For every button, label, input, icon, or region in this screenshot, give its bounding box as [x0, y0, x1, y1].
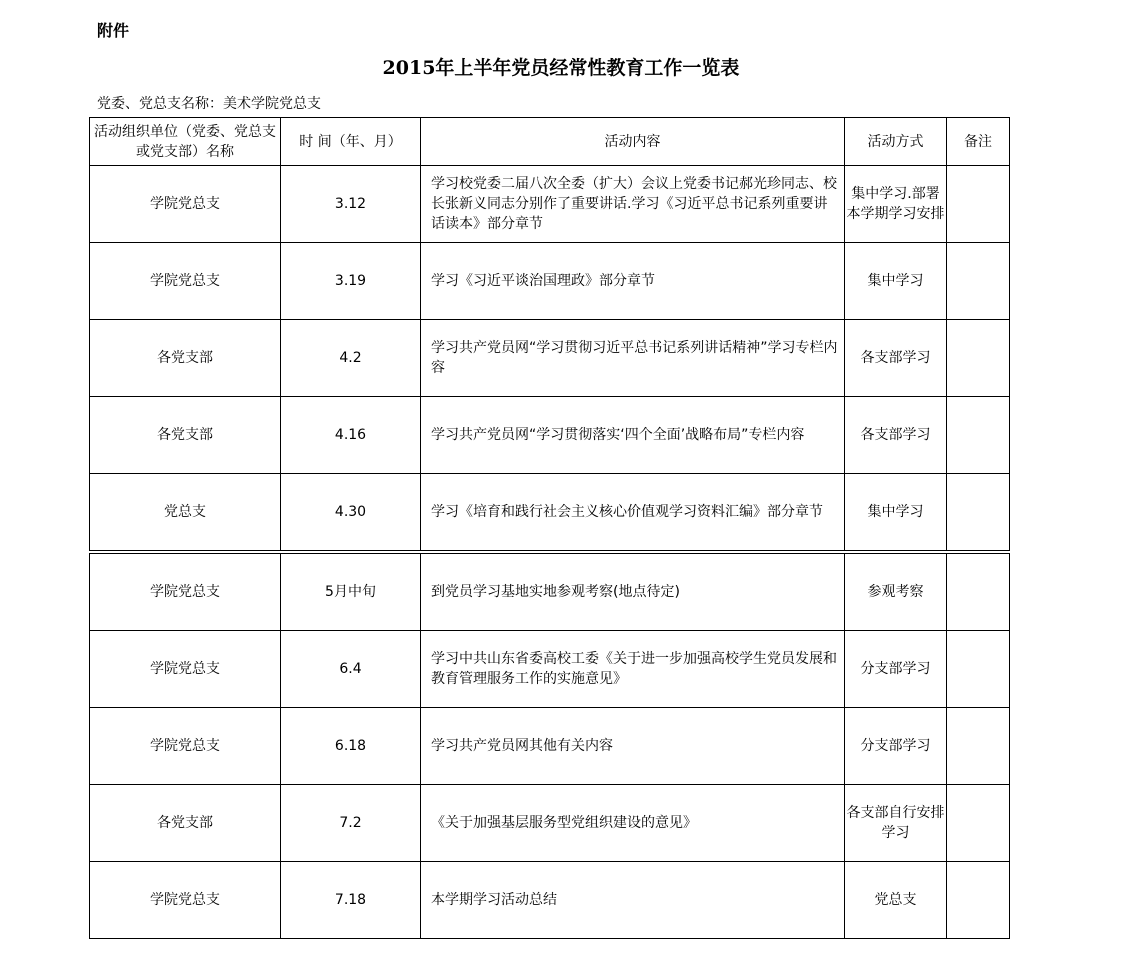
cell-content: 本学期学习活动总结 — [421, 862, 845, 939]
cell-unit: 各党支部 — [90, 397, 281, 474]
header-time: 时 间（年、月） — [281, 118, 421, 166]
cell-note — [947, 474, 1010, 551]
cell-method: 各支部学习 — [845, 397, 947, 474]
cell-note — [947, 631, 1010, 708]
cell-note — [947, 862, 1010, 939]
cell-note — [947, 320, 1010, 397]
table-row — [90, 474, 1010, 551]
cell-method: 集中学习 — [845, 474, 947, 551]
cell-unit: 学院党总支 — [90, 166, 281, 243]
cell-unit: 学院党总支 — [90, 554, 281, 631]
table-row — [90, 631, 1010, 708]
table-row — [90, 320, 1010, 397]
cell-time: 7.2 — [281, 785, 421, 862]
cell-content: 学习共产党员网其他有关内容 — [421, 708, 845, 785]
cell-method: 分支部学习 — [845, 631, 947, 708]
table-row — [90, 554, 1010, 631]
cell-unit: 学院党总支 — [90, 708, 281, 785]
cell-unit: 各党支部 — [90, 320, 281, 397]
cell-note — [947, 785, 1010, 862]
document-title: 2015年上半年党员经常性教育工作一览表 — [382, 57, 740, 79]
cell-time: 4.16 — [281, 397, 421, 474]
cell-method: 党总支 — [845, 862, 947, 939]
cell-unit: 各党支部 — [90, 785, 281, 862]
cell-method: 分支部学习 — [845, 708, 947, 785]
cell-note — [947, 554, 1010, 631]
cell-content: 《关于加强基层服务型党组织建设的意见》 — [421, 785, 845, 862]
table-row — [90, 243, 1010, 320]
table-row — [90, 397, 1010, 474]
cell-time: 3.12 — [281, 166, 421, 243]
cell-note — [947, 166, 1010, 243]
cell-time: 7.18 — [281, 862, 421, 939]
attachment-label: 附件 — [97, 21, 130, 40]
cell-note — [947, 243, 1010, 320]
cell-content: 学习《培育和践行社会主义核心价值观学习资料汇编》部分章节 — [421, 474, 845, 551]
cell-unit: 学院党总支 — [90, 862, 281, 939]
cell-unit: 学院党总支 — [90, 243, 281, 320]
cell-time: 3.19 — [281, 243, 421, 320]
header-note: 备注 — [947, 118, 1010, 166]
cell-content: 学习中共山东省委高校工委《关于进一步加强高校学生党员发展和教育管理服务工作的实施意见》 — [421, 631, 845, 708]
cell-method: 集中学习 — [845, 243, 947, 320]
cell-method: 各支部学习 — [845, 320, 947, 397]
cell-content: 学习共产党员网“学习贯彻落实‘四个全面’战略布局”专栏内容 — [421, 397, 845, 474]
cell-method: 参观考察 — [845, 554, 947, 631]
header-method: 活动方式 — [845, 118, 947, 166]
cell-method: 集中学习.部署本学期学习安排 — [845, 166, 947, 243]
cell-unit: 党总支 — [90, 474, 281, 551]
cell-time: 4.30 — [281, 474, 421, 551]
cell-time: 5月中旬 — [281, 554, 421, 631]
cell-time: 4.2 — [281, 320, 421, 397]
cell-note — [947, 397, 1010, 474]
table-header-row — [90, 118, 1010, 166]
activity-table-part2 — [89, 553, 1010, 939]
cell-content: 到党员学习基地实地参观考察(地点待定) — [421, 554, 845, 631]
cell-content: 学习《习近平谈治国理政》部分章节 — [421, 243, 845, 320]
cell-note — [947, 708, 1010, 785]
table-row — [90, 785, 1010, 862]
org-name-line: 党委、党总支名称：美术学院党总支 — [97, 96, 321, 112]
cell-time: 6.4 — [281, 631, 421, 708]
table-row — [90, 166, 1010, 243]
table-row — [90, 862, 1010, 939]
header-content: 活动内容 — [421, 118, 845, 166]
table-row — [90, 708, 1010, 785]
cell-method: 各支部自行安排学习 — [845, 785, 947, 862]
cell-time: 6.18 — [281, 708, 421, 785]
cell-content: 学习共产党员网“学习贯彻习近平总书记系列讲话精神”学习专栏内容 — [421, 320, 845, 397]
header-unit: 活动组织单位（党委、党总支或党支部）名称 — [90, 118, 281, 166]
cell-unit: 学院党总支 — [90, 631, 281, 708]
cell-content: 学习校党委二届八次全委（扩大）会议上党委书记郝光珍同志、校长张新义同志分别作了重要讲话.学习《习近平总书记系列重要讲话读本》部分章节 — [421, 166, 845, 243]
activity-table-part1 — [89, 117, 1010, 551]
